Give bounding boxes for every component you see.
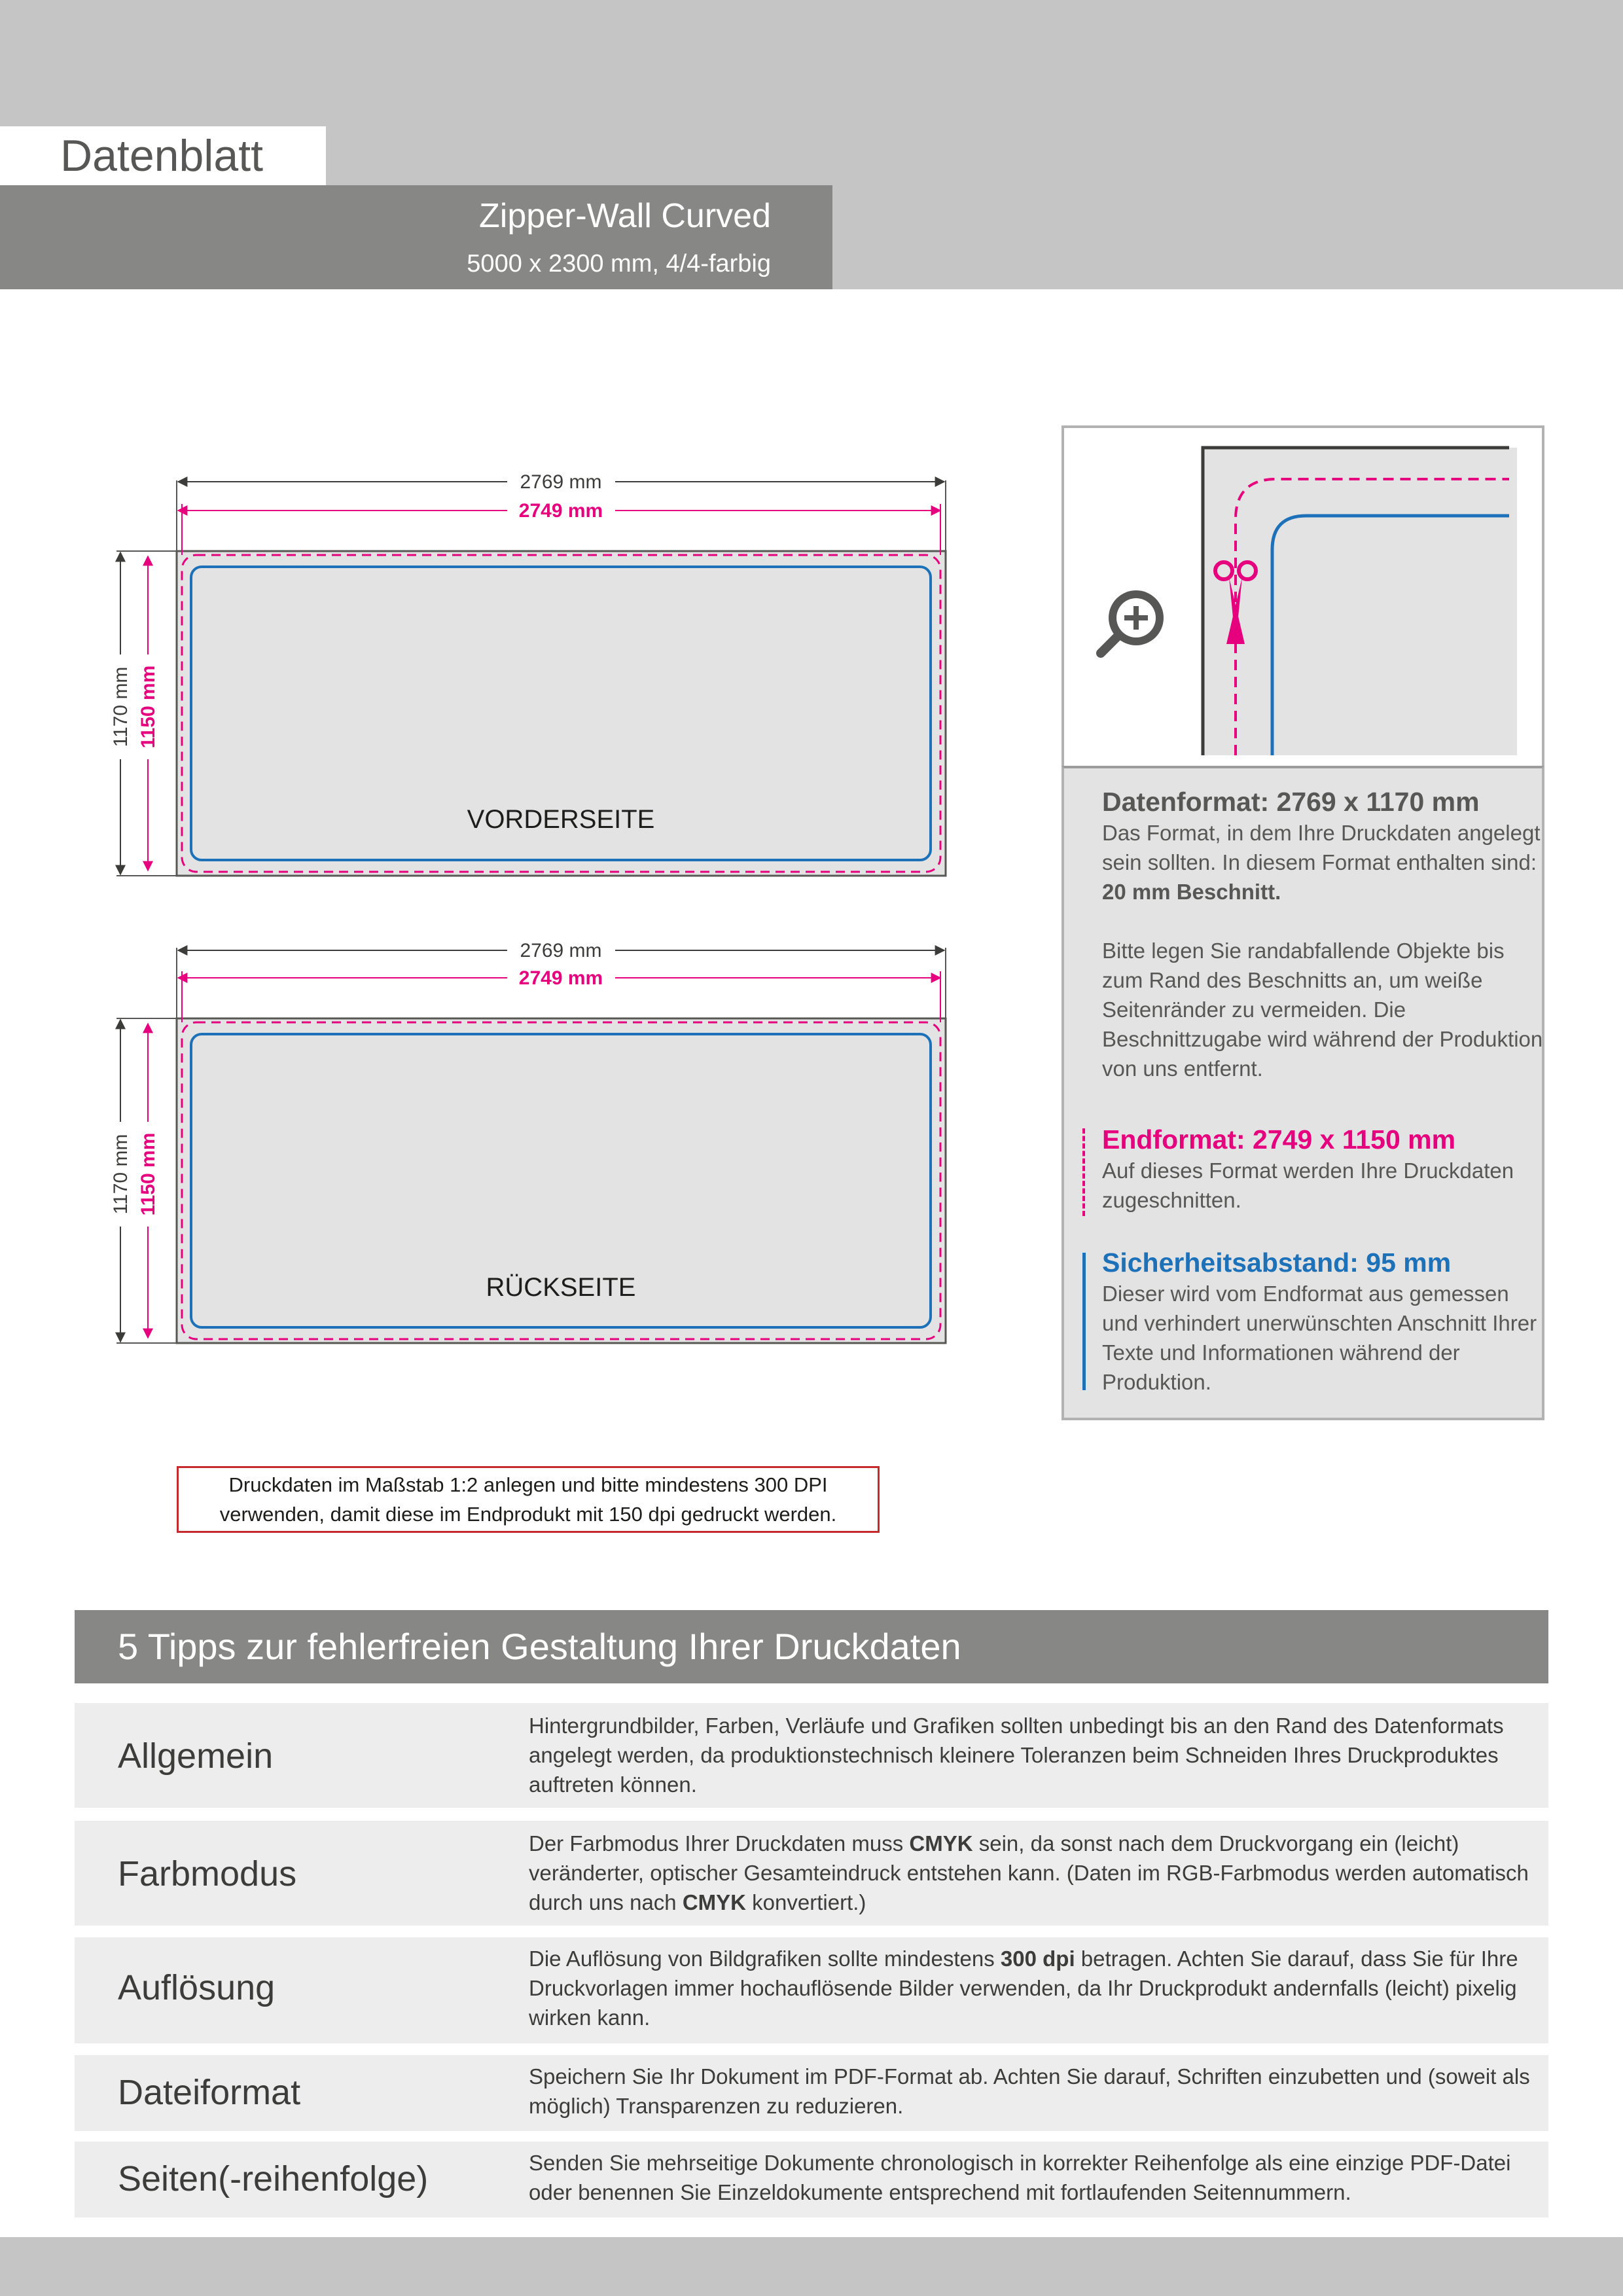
tip-text: Der Farbmodus Ihrer Druckdaten muss CMYK sein, da sonst nach dem Druckvorgang ein (leicht) veränderter, optischer Gesamteindruck entstehen kann. (Daten im RGB-Farbmodus werden automatisch durch uns nach CMYK konvertiert.) — [529, 1831, 1529, 1914]
tip-row-aufloesung — [75, 1937, 1548, 2043]
tip-label: Dateiformat — [118, 2073, 301, 2112]
datenformat-text: Das Format, in dem Ihre Druckdaten angelegt sein sollten. In diesem Format enthalten sind: 20 mm Beschnitt. — [1102, 821, 1541, 904]
panel-front-width-total: 2769 mm — [520, 471, 602, 493]
tip-text: Hintergrundbilder, Farben, Verläufe und Grafiken sollten unbedingt bis an den Rand des Datenformats angelegt werden, da produktionstechnisch kleinere Toleranzen beim Schneiden Ihres Druckproduktes auftreten können. — [529, 1713, 1504, 1797]
tip-label: Farbmodus — [118, 1854, 297, 1893]
sicherheit-marker — [1082, 1253, 1086, 1390]
product-name: Zipper-Wall Curved — [479, 197, 771, 235]
tip-row-farbmodus — [75, 1821, 1548, 1926]
resolution-note — [177, 1466, 880, 1533]
panel-back-label: RÜCKSEITE — [486, 1273, 636, 1302]
tip-row-seiten — [75, 2142, 1548, 2217]
tips-header: 5 Tipps zur fehlerfreien Gestaltung Ihrer Druckdaten — [75, 1610, 1548, 1683]
endformat-marker — [1082, 1128, 1085, 1216]
tip-row-dateiformat — [75, 2055, 1548, 2131]
tip-label: Allgemein — [118, 1736, 274, 1776]
datenformat-text-2: Bitte legen Sie randabfallende Objekte bis zum Rand des Beschnitts an, um weiße Seitenränder zu vermeiden. Die Beschnittzugabe wird während der Produktion von uns entfernt. — [1102, 939, 1543, 1081]
sicherheit-text: Dieser wird vom Endformat aus gemessen und verhindert unerwünschten Anschnitt Ihrer Texte und Informationen während der Produktion. — [1102, 1282, 1537, 1394]
tip-label: Auflösung — [118, 1968, 276, 2007]
panel-back — [110, 940, 946, 1343]
note-line-1: Druckdaten im Maßstab 1:2 anlegen und bitte mindestens 300 DPI — [228, 1473, 828, 1496]
zoom-detail — [1064, 428, 1542, 768]
page-title: Datenblatt — [60, 131, 263, 181]
bottom-band — [0, 2237, 1623, 2296]
note-line-2: verwenden, damit diese im Endprodukt mit 150 dpi gedruckt werden. — [219, 1503, 837, 1526]
endformat-title: Endformat: 2749 x 1150 mm — [1102, 1124, 1456, 1155]
tip-text: Senden Sie mehrseitige Dokumente chronologisch in korrekter Reihenfolge als eine einzige PDF-Datei oder benennen Sie Einzeldokumente entsprechend mit fortlaufenden Seitennummern. — [529, 2151, 1511, 2204]
tip-row-allgemein — [75, 1703, 1548, 1808]
panel-front — [110, 471, 946, 876]
panel-back-height-final: 1150 mm — [137, 1132, 159, 1216]
panel-back-width-final: 2749 mm — [518, 967, 603, 989]
panel-back-height-total: 1170 mm — [110, 1134, 132, 1215]
panel-front-height-total: 1170 mm — [110, 666, 132, 747]
datenformat-title: Datenformat: 2769 x 1170 mm — [1102, 787, 1480, 817]
info-box — [1061, 766, 1544, 1420]
tip-text: Speichern Sie Ihr Dokument im PDF-Format ab. Achten Sie darauf, Schriften einzubetten und (soweit als möglich) Transparenzen zu reduzieren. — [529, 2064, 1530, 2118]
format-diagrams — [0, 0, 982, 1407]
panel-front-width-final: 2749 mm — [518, 500, 603, 522]
zoom-in-icon — [1101, 590, 1164, 653]
tip-text: Die Auflösung von Bildgrafiken sollte mindestens 300 dpi betragen. Achten Sie darauf, dass Sie für Ihre Druckvorlagen immer hochauflösende Bilder verwenden, da Ihr Druckprodukt andernfalls (leicht) pixelig wirken kann. — [529, 1946, 1518, 2030]
zoom-detail-box — [1061, 425, 1544, 766]
sicherheit-title: Sicherheitsabstand: 95 mm — [1102, 1247, 1452, 1278]
tip-label: Seiten(-reihenfolge) — [118, 2159, 429, 2198]
panel-back-width-total: 2769 mm — [520, 940, 602, 961]
endformat-text: Auf dieses Format werden Ihre Druckdaten zugeschnitten. — [1102, 1158, 1514, 1212]
panel-front-label: VORDERSEITE — [467, 805, 655, 834]
panel-front-height-final: 1150 mm — [137, 665, 159, 749]
product-spec: 5000 x 2300 mm, 4/4-farbig — [467, 250, 771, 278]
